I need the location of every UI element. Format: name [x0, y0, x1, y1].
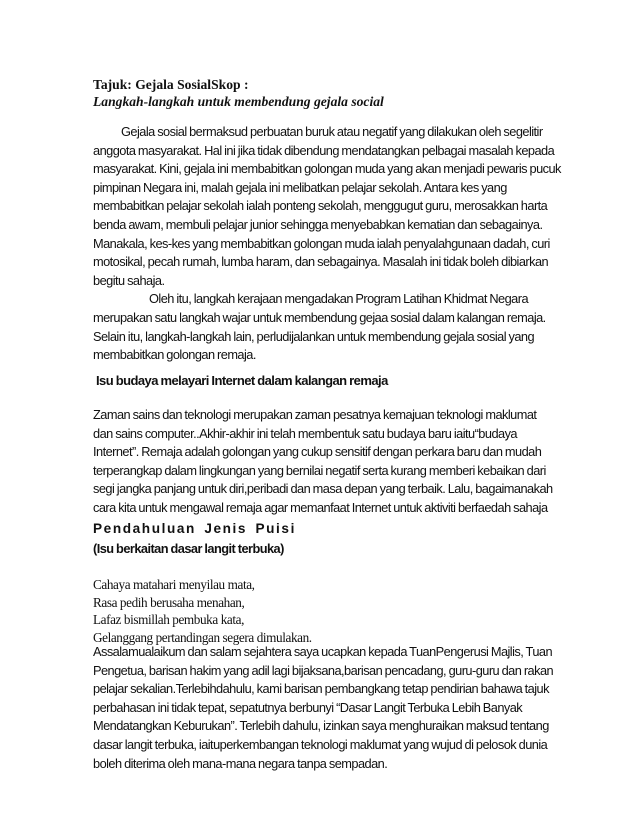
poem-line: Lafaz bismillah pembuka kata, [93, 612, 244, 628]
title-line-2: Langkah-langkah untuk membendung gejala social [93, 94, 384, 109]
paragraph-line: Assalamualaikum dan salam sejahtera saya ucapkan kepada TuanPengerusi Majlis, Tuan [93, 644, 553, 659]
paragraph-line: Gejala sosial bermaksud perbuatan buruk atau negatif yang dilakukan oleh segelitir [121, 124, 543, 139]
paragraph-line: boleh diterima oleh mana-mana negara tanpa sempadan. [93, 755, 388, 771]
paragraph-line: Pengetua, barisan hakim yang adil lagi bijaksana,barisan pencadang, guru-guru dan rakan [93, 662, 554, 678]
document-title [93, 76, 613, 110]
title-line-1: Tajuk: Gejala SosialSkop : [93, 77, 249, 92]
puisi-heading: Pendahuluan Jenis Puisi [93, 521, 296, 536]
paragraph-line: segi jangka panjang untuk diri,peribadi dan masa depan yang terbaik. Lalu, bagaimanakah [93, 481, 553, 497]
internet-paragraph [93, 406, 613, 518]
paragraph-line: Zaman sains dan teknologi merupakan zaman pesatnya kemajuan teknologi maklumat [93, 407, 537, 422]
paragraph-line: membabitkan golongan remaja. [93, 347, 256, 363]
poem [93, 576, 613, 646]
paragraph-line: merupakan satu langkah wajar untuk membendung gejaa sosial dalam kalangan remaja. [93, 309, 546, 325]
paragraph-line: Mendatangkan Keburukan”. Terlebih dahulu, izinkan saya menghuraikan maksud tentang [93, 718, 549, 734]
paragraph-line: pimpinan Negara ini, malah gejala ini melibatkan pelajar sekolah. Antara kes yang [93, 179, 507, 195]
paragraph-line: Selain itu, langkah-langkah lain, perludijalankan untuk membendung gejala sosial yang [93, 328, 535, 344]
paragraph-line: membabitkan pelajar sekolah ialah ponteng sekolah, menggugut guru, merosakkan harta [93, 198, 548, 214]
paragraph-line: Oleh itu, langkah kerajaan mengadakan Program Latihan Khidmat Negara [149, 291, 529, 307]
paragraph-line: benda awam, membuli pelajar junior sehingga menyebabkan kematian dan sebagainya. [93, 216, 543, 232]
paragraph-line: pelajar sekalian.Terlebihdahulu, kami barisan pembangkang tetap pendirian bahawa tajuk [93, 681, 549, 697]
paragraph-line: dan sains computer..Akhir-akhir ini telah membentuk satu budaya baru iaitu“budaya [93, 425, 517, 441]
paragraph-line: Manakala, kes-kes yang membabitkan golongan muda ialah penyalahgunaan dadah, curi [93, 235, 550, 251]
paragraph-line: perbahasan ini tidak tepat, sepatutnya berbunyi “Dasar Langit Terbuka Lebih Banyak [93, 699, 523, 715]
paragraph-line: dasar langit terbuka, iaituperkembangan teknologi maklumat yang wujud di pelosok dunia [93, 736, 548, 752]
intro-paragraph [93, 123, 613, 365]
poem-line: Rasa pedih berusaha menahan, [93, 594, 245, 610]
paragraph-line: masyarakat. Kini, gejala ini membabitkan golongan muda yang akan menjadi pewaris pucuk [93, 161, 561, 177]
paragraph-line: anggota masyarakat. Hal ini jika tidak dibendung mendatangkan pelbagai masalah kepada [93, 142, 555, 158]
poem-line: Gelanggang pertandingan segera dimulakan. [93, 629, 312, 645]
paragraph-line: Internet”. Remaja adalah golongan yang cukup sensitif dengan perkara baru dan mudah [93, 444, 542, 460]
internet-heading: Isu budaya melayari Internet dalam kalangan remaja [96, 373, 388, 388]
puisi-subheading: (Isu berkaitan dasar langit terbuka) [93, 541, 284, 556]
paragraph-line: motosikal, pecah rumah, lumba haram, dan sebagainya. Masalah ini tidak boleh dibiarkan [93, 254, 549, 270]
poem-line: Cahaya matahari menyilau mata, [93, 577, 255, 592]
paragraph-line: cara kita untuk mengawal remaja agar memanfaat Internet untuk aktiviti berfaedah sahaja [93, 499, 548, 515]
speech-paragraph [93, 643, 613, 773]
paragraph-line: begitu sahaja. [93, 272, 165, 288]
paragraph-line: terperangkap dalam lingkungan yang bernilai negatif serta kurang memberi kebaikan dari [93, 462, 546, 478]
